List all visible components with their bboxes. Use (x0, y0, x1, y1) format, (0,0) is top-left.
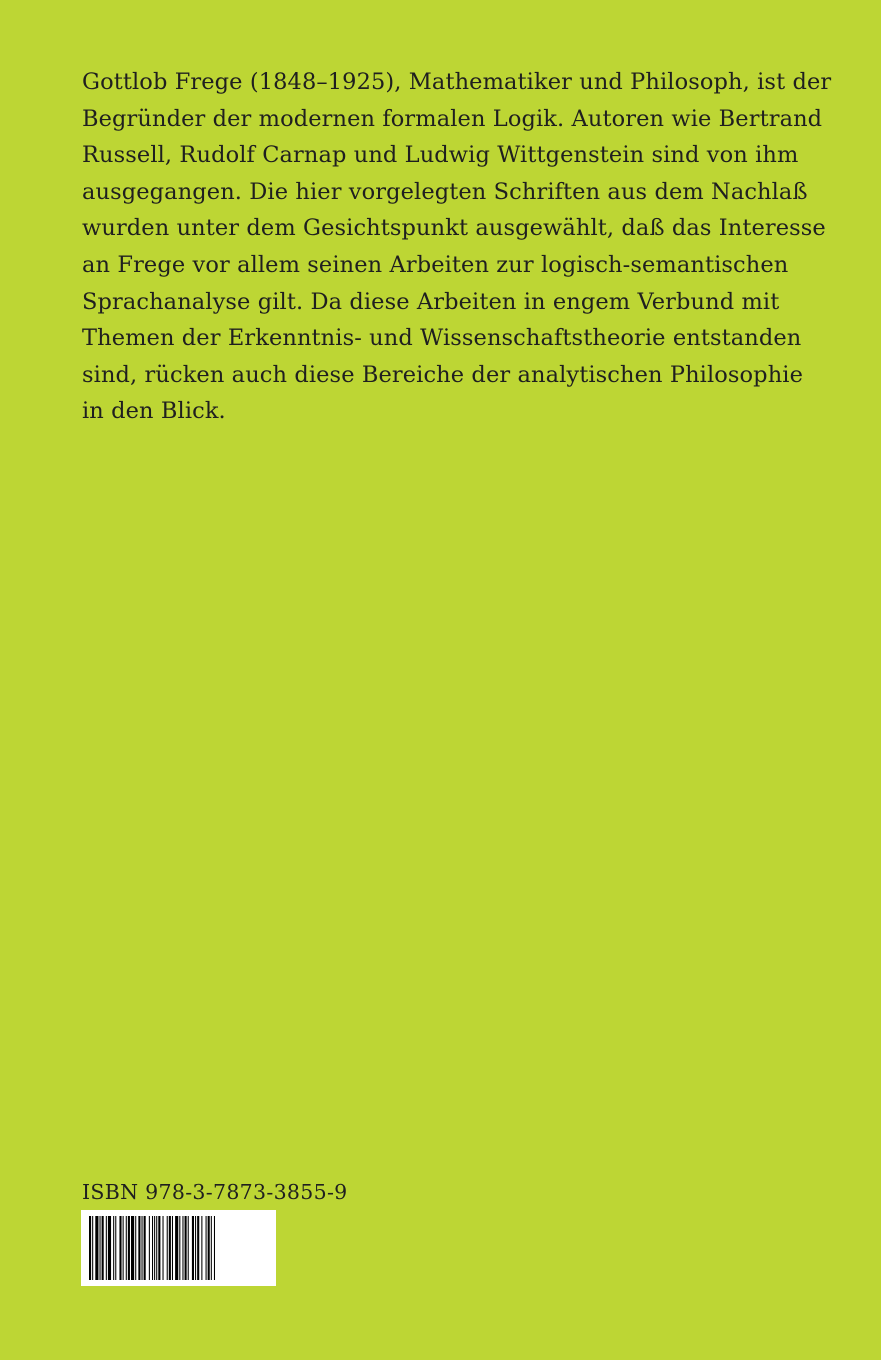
description-line-8: Themen der Erkenntnis- und Wissenschaftstheorie entstanden (82, 325, 802, 352)
barcode-bar (167, 1216, 168, 1280)
barcode-bar (126, 1216, 127, 1280)
description-line-2: Begründer der modernen formalen Logik. Autoren wie Bertrand (82, 105, 823, 132)
back-cover-description (82, 64, 832, 430)
barcode-bar (115, 1216, 116, 1280)
barcode-bar (102, 1216, 104, 1280)
barcode-bar (142, 1216, 143, 1280)
barcode-bar (208, 1216, 210, 1280)
description-line-9: sind, rücken auch diese Bereiche der analytischen Philosophie (82, 361, 803, 388)
description-line-5: wurden unter dem Gesichtspunkt ausgewählt, daß das Interesse (82, 215, 826, 242)
barcode-bar (182, 1216, 183, 1280)
barcode-bar (192, 1216, 194, 1280)
barcode-bar (100, 1216, 101, 1280)
description-line-4: ausgegangen. Die hier vorgelegten Schriften aus dem Nachlaß (82, 178, 808, 205)
barcode-bar (144, 1216, 146, 1280)
barcode-bar (108, 1216, 111, 1280)
barcode-bar (185, 1216, 187, 1280)
barcode-bar (149, 1216, 150, 1280)
barcode-icon (89, 1216, 268, 1280)
barcode-bar (113, 1216, 114, 1280)
description-line-1: Gottlob Frege (1848–1925), Mathematiker und Philosoph, ist der (82, 69, 832, 95)
barcode-bar (175, 1216, 178, 1280)
barcode-bar (195, 1216, 196, 1280)
barcode-bar (158, 1216, 160, 1280)
barcode-bar (179, 1216, 180, 1280)
barcode-bar (169, 1216, 171, 1280)
barcode-bar (123, 1216, 124, 1280)
barcode-bar (95, 1216, 98, 1280)
barcode-bar (92, 1216, 93, 1280)
barcode-bar (201, 1216, 202, 1280)
barcode-bar (119, 1216, 121, 1280)
barcode-bar (106, 1216, 107, 1280)
barcode-bar (206, 1216, 207, 1280)
description-line-7: Sprachanalyse gilt. Da diese Arbeiten in engem Verbund mit (82, 288, 780, 315)
barcode-bar (138, 1216, 140, 1280)
barcode-bar (135, 1216, 136, 1280)
barcode-bar (128, 1216, 130, 1280)
barcode-bar (188, 1216, 189, 1280)
isbn-label: ISBN 978-3-7873-3855-9 (82, 1180, 348, 1204)
description-line-10: in den Blick. (82, 398, 226, 425)
isbn-barcode (81, 1210, 276, 1286)
barcode-bar (163, 1216, 164, 1280)
barcode-bar (154, 1216, 155, 1280)
barcode-bar (152, 1216, 153, 1280)
barcode-bar (211, 1216, 212, 1280)
description-line-3: Russell, Rudolf Carnap und Ludwig Wittgenstein sind von ihm (82, 142, 799, 169)
barcode-bar (172, 1216, 173, 1280)
barcode-bar (156, 1216, 157, 1280)
barcode-bar (197, 1216, 199, 1280)
description-line-6: an Frege vor allem seinen Arbeiten zur logisch-semantischen (82, 251, 789, 278)
barcode-bar (214, 1216, 215, 1280)
barcode-bar (89, 1216, 91, 1280)
barcode-bar (131, 1216, 134, 1280)
